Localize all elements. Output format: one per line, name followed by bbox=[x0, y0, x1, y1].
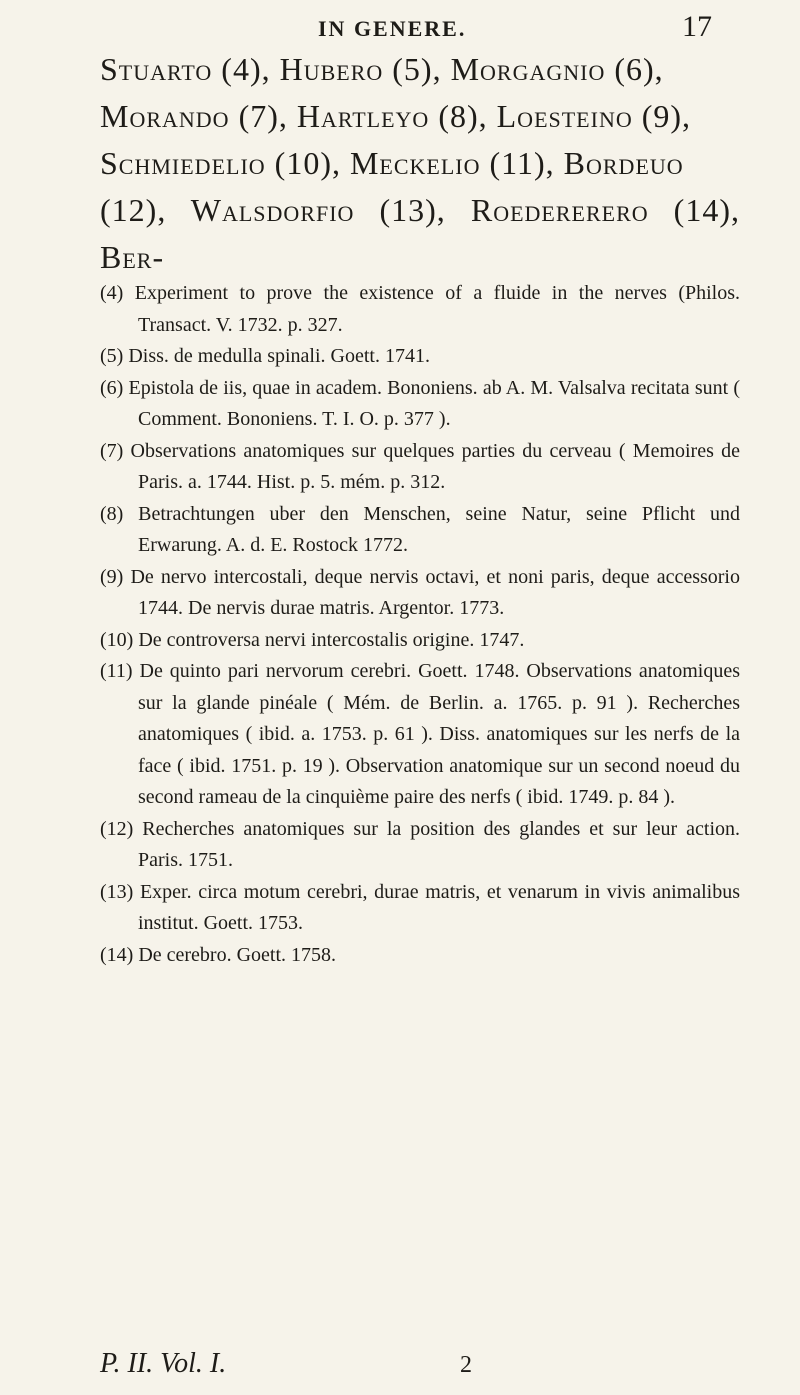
signature-number: 2 bbox=[460, 1352, 472, 1378]
main-text-line: Schmiedelio (10), Meckelio (11), Bordeuo bbox=[100, 145, 684, 181]
page-header bbox=[0, 6, 800, 46]
main-text-line: Stuarto (4), Hubero (5), Morgagnio (6), bbox=[100, 51, 664, 87]
footnote-4: (4) Experiment to prove the existence of a fluide in the nerves (Philos. Transact. V. 1732. p. 327. bbox=[100, 282, 740, 336]
footnote-8: (8) Betrachtungen uber den Menschen, seine Natur, seine Pflicht und Erwarung. A. d. E. Rostock 1772. bbox=[100, 502, 740, 556]
main-text-paragraph bbox=[100, 46, 740, 281]
footnote-5: (5) Diss. de medulla spinali. Goett. 1741. bbox=[100, 345, 430, 367]
footnote-12: (12) Recherches anatomiques sur la position des glandes et sur leur action. Paris. 1751. bbox=[100, 817, 740, 871]
footnote-10: (10) De controversa nervi intercostalis origine. 1747. bbox=[100, 628, 525, 651]
page-number: 17 bbox=[682, 10, 712, 43]
footnote-13: (13) Exper. circa motum cerebri, durae matris, et venarum in vivis animalibus institut. Goett. 1753. bbox=[100, 880, 740, 934]
main-text-line: Morando (7), Hartleyo (8), Loesteino (9), bbox=[100, 98, 692, 134]
signature-mark: P. II. Vol. I. bbox=[100, 1348, 227, 1379]
main-text-line: (12), Walsdorfio (13), Roedererero (14), Ber- bbox=[100, 192, 740, 275]
printer-signature bbox=[100, 1348, 700, 1388]
footnote-14: (14) De cerebro. Goett. 1758. bbox=[100, 943, 337, 966]
footnote-6: (6) Epistola de iis, quae in academ. Bononiens. ab A. M. Valsalva recitata sunt ( Comment. Bononiens. T. I. O. p. 377 ). bbox=[100, 376, 740, 430]
footnote-7: (7) Observations anatomiques sur quelques parties du cerveau ( Memoires de Paris. a. 1744. Hist. p. 5. mém. p. 312. bbox=[100, 439, 740, 493]
footnote-11: (11) De quinto pari nervorum cerebri. Goett. 1748. Observations anatomiques sur la glande pinéale ( Mém. de Berlin. a. 1765. p. 91 ). Recherches anatomiques ( ibid. a. 1753. p. 61 ). Diss. anatomiques sur les nerfs de la face ( ibid. 1751. p. 19 ). Observation anatomique sur un second noeud du second rameau de la cinquième paire des nerfs ( ibid. 1749. p. 84 ). bbox=[100, 660, 740, 808]
footnote-9: (9) De nervo intercostali, deque nervis octavi, et noni paris, deque accessorio 1744. De nervis durae matris. Argentor. 1773. bbox=[100, 565, 740, 619]
footnotes bbox=[100, 278, 740, 971]
running-head: IN GENERE. bbox=[318, 16, 467, 41]
